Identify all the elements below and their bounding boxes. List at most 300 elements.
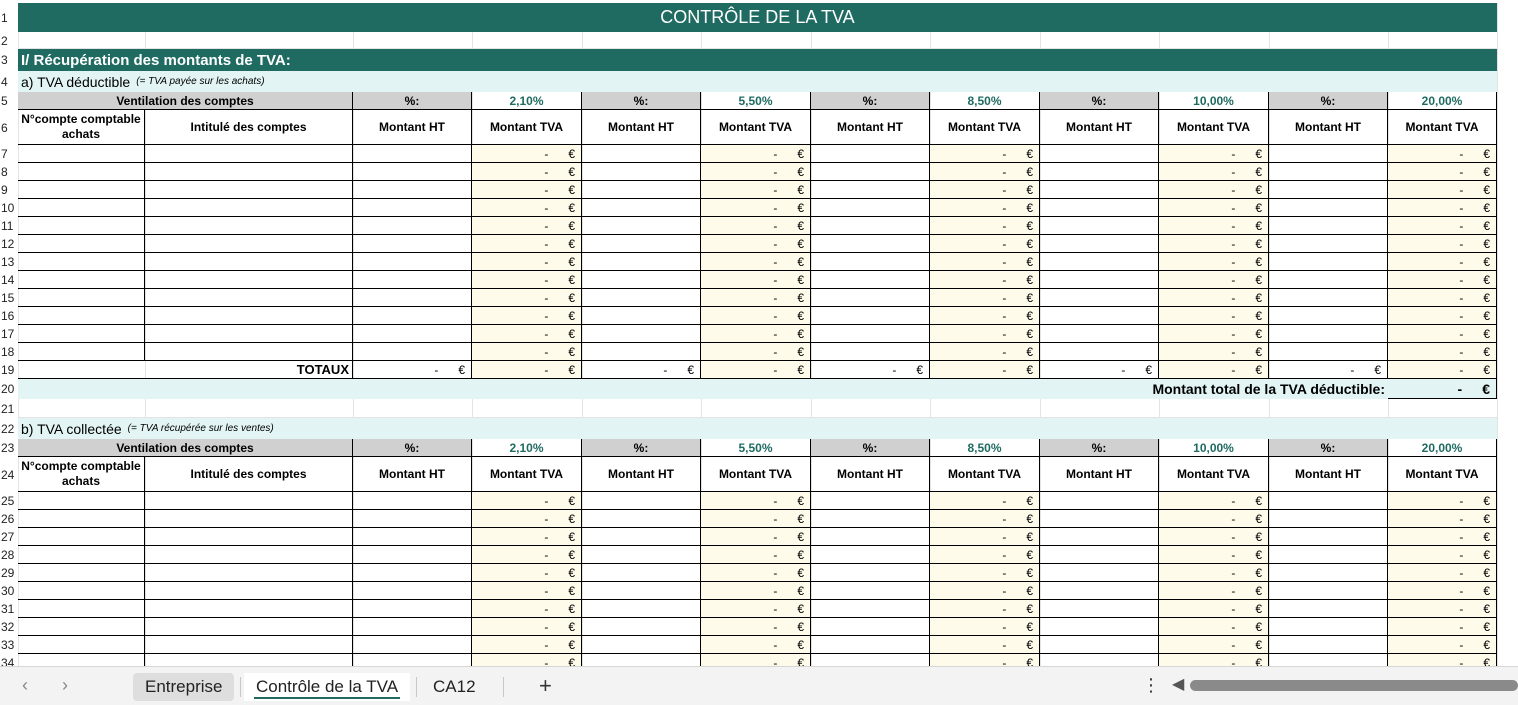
- account-title-header[interactable]: Intitulé des comptes: [145, 457, 353, 492]
- account-number-cell[interactable]: [18, 307, 145, 325]
- amount-cell[interactable]: [930, 618, 1040, 636]
- amount-ht-cell[interactable]: [1269, 636, 1388, 654]
- amount-cell[interactable]: [472, 564, 582, 582]
- row-number[interactable]: 10: [1, 201, 15, 215]
- amount-ht-cell[interactable]: [582, 618, 701, 636]
- amount-ht-header[interactable]: Montant HT: [1040, 110, 1159, 145]
- amount-tva-header[interactable]: Montant TVA: [930, 110, 1040, 145]
- amount-cell[interactable]: [701, 636, 811, 654]
- account-title-cell[interactable]: [145, 636, 353, 654]
- amount-ht-cell[interactable]: [1269, 307, 1388, 325]
- amount-cell[interactable]: [930, 564, 1040, 582]
- amount-cell[interactable]: [353, 361, 472, 379]
- rate-value[interactable]: 10,00%: [1159, 439, 1269, 457]
- amount-cell[interactable]: [701, 600, 811, 618]
- amount-tva-header[interactable]: Montant TVA: [472, 110, 582, 145]
- amount-cell[interactable]: [1159, 235, 1269, 253]
- account-title-cell[interactable]: [145, 582, 353, 600]
- account-title-cell[interactable]: [145, 343, 353, 361]
- amount-cell[interactable]: [1159, 181, 1269, 199]
- row-number[interactable]: 33: [1, 638, 15, 652]
- amount-cell[interactable]: [472, 510, 582, 528]
- rate-value[interactable]: 8,50%: [930, 439, 1040, 457]
- amount-tva-header[interactable]: Montant TVA: [930, 457, 1040, 492]
- scroll-left-icon[interactable]: ◀: [1172, 676, 1185, 693]
- amount-cell[interactable]: [701, 325, 811, 343]
- amount-cell[interactable]: [1388, 564, 1497, 582]
- amount-cell[interactable]: [930, 163, 1040, 181]
- account-title-cell[interactable]: [145, 510, 353, 528]
- amount-ht-cell[interactable]: [811, 582, 930, 600]
- amount-cell[interactable]: [1159, 199, 1269, 217]
- amount-cell[interactable]: [472, 636, 582, 654]
- amount-ht-cell[interactable]: [353, 307, 472, 325]
- amount-tva-header[interactable]: Montant TVA: [1388, 110, 1497, 145]
- amount-cell[interactable]: [472, 528, 582, 546]
- account-title-cell[interactable]: [145, 181, 353, 199]
- account-number-cell[interactable]: [18, 289, 145, 307]
- amount-cell[interactable]: [930, 654, 1040, 666]
- amount-ht-header[interactable]: Montant HT: [353, 110, 472, 145]
- amount-cell[interactable]: [472, 618, 582, 636]
- account-title-cell[interactable]: [145, 253, 353, 271]
- ventilation-header[interactable]: Ventilation des comptes: [18, 92, 353, 110]
- row-number[interactable]: 26: [1, 512, 15, 526]
- deductible-label[interactable]: [18, 71, 1497, 92]
- amount-cell[interactable]: [472, 546, 582, 564]
- amount-ht-cell[interactable]: [1040, 582, 1159, 600]
- amount-ht-cell[interactable]: [1040, 325, 1159, 343]
- amount-ht-cell[interactable]: [1269, 145, 1388, 163]
- amount-ht-cell[interactable]: [1040, 636, 1159, 654]
- amount-ht-cell[interactable]: [1040, 145, 1159, 163]
- amount-cell[interactable]: [1159, 289, 1269, 307]
- amount-cell[interactable]: [701, 199, 811, 217]
- rate-label[interactable]: %:: [1269, 92, 1388, 110]
- amount-ht-cell[interactable]: [1269, 199, 1388, 217]
- amount-cell[interactable]: [1159, 325, 1269, 343]
- amount-ht-cell[interactable]: [1040, 271, 1159, 289]
- amount-cell[interactable]: [701, 253, 811, 271]
- amount-ht-cell[interactable]: [582, 307, 701, 325]
- amount-cell[interactable]: [1159, 163, 1269, 181]
- amount-cell[interactable]: [701, 654, 811, 666]
- amount-ht-cell[interactable]: [811, 199, 930, 217]
- amount-cell[interactable]: [701, 528, 811, 546]
- amount-ht-cell[interactable]: [353, 636, 472, 654]
- account-title-cell[interactable]: [145, 618, 353, 636]
- amount-cell[interactable]: [1388, 618, 1497, 636]
- amount-ht-cell[interactable]: [811, 343, 930, 361]
- amount-cell[interactable]: [811, 361, 930, 379]
- rate-label[interactable]: %:: [811, 92, 930, 110]
- rate-label[interactable]: %:: [353, 92, 472, 110]
- amount-ht-cell[interactable]: [353, 145, 472, 163]
- amount-tva-header[interactable]: Montant TVA: [472, 457, 582, 492]
- amount-cell[interactable]: [1159, 217, 1269, 235]
- amount-cell[interactable]: [930, 600, 1040, 618]
- amount-ht-cell[interactable]: [811, 289, 930, 307]
- amount-ht-cell[interactable]: [582, 217, 701, 235]
- amount-ht-cell[interactable]: [1269, 564, 1388, 582]
- amount-cell[interactable]: [701, 163, 811, 181]
- amount-ht-cell[interactable]: [1269, 654, 1388, 666]
- amount-cell[interactable]: [701, 181, 811, 199]
- amount-cell[interactable]: [930, 343, 1040, 361]
- amount-cell[interactable]: [1388, 492, 1497, 510]
- amount-cell[interactable]: [472, 181, 582, 199]
- amount-cell[interactable]: [1388, 271, 1497, 289]
- amount-ht-cell[interactable]: [1269, 181, 1388, 199]
- amount-ht-cell[interactable]: [1269, 253, 1388, 271]
- amount-ht-cell[interactable]: [353, 600, 472, 618]
- amount-cell[interactable]: [1159, 636, 1269, 654]
- amount-ht-cell[interactable]: [582, 546, 701, 564]
- amount-cell[interactable]: [930, 325, 1040, 343]
- row-number[interactable]: 14: [1, 273, 15, 287]
- amount-ht-cell[interactable]: [811, 217, 930, 235]
- amount-cell[interactable]: [472, 492, 582, 510]
- row-number[interactable]: 22: [1, 421, 15, 436]
- rate-label[interactable]: %:: [1040, 92, 1159, 110]
- rate-value[interactable]: 5,50%: [701, 92, 811, 110]
- account-title-cell[interactable]: [145, 492, 353, 510]
- row-number[interactable]: 11: [1, 219, 14, 233]
- amount-cell[interactable]: [1159, 618, 1269, 636]
- account-number-cell[interactable]: [18, 343, 145, 361]
- amount-cell[interactable]: [930, 181, 1040, 199]
- amount-ht-cell[interactable]: [582, 636, 701, 654]
- amount-cell[interactable]: [1388, 307, 1497, 325]
- section-title[interactable]: I/ Récupération des montants de TVA:: [18, 49, 1497, 71]
- amount-cell[interactable]: [1388, 582, 1497, 600]
- deductible-total-label[interactable]: Montant total de la TVA déductible:: [18, 379, 1388, 399]
- amount-tva-header[interactable]: Montant TVA: [1159, 457, 1269, 492]
- account-title-cell[interactable]: [145, 235, 353, 253]
- amount-ht-cell[interactable]: [1040, 307, 1159, 325]
- amount-ht-cell[interactable]: [582, 271, 701, 289]
- amount-cell[interactable]: [1159, 564, 1269, 582]
- amount-cell[interactable]: [1388, 181, 1497, 199]
- row-number[interactable]: 34: [1, 656, 15, 666]
- amount-cell[interactable]: [1388, 528, 1497, 546]
- account-number-cell[interactable]: [18, 636, 145, 654]
- amount-cell[interactable]: [1388, 217, 1497, 235]
- amount-ht-cell[interactable]: [353, 582, 472, 600]
- amount-cell[interactable]: [1159, 253, 1269, 271]
- collectee-label[interactable]: [18, 418, 1497, 439]
- amount-ht-cell[interactable]: [811, 271, 930, 289]
- rate-label[interactable]: %:: [1269, 439, 1388, 457]
- amount-cell[interactable]: [472, 600, 582, 618]
- row-number[interactable]: 9: [1, 183, 8, 197]
- amount-cell[interactable]: [1388, 145, 1497, 163]
- amount-cell[interactable]: [582, 361, 701, 379]
- amount-ht-cell[interactable]: [811, 307, 930, 325]
- amount-ht-cell[interactable]: [353, 181, 472, 199]
- amount-ht-header[interactable]: Montant HT: [353, 457, 472, 492]
- amount-cell[interactable]: [1159, 600, 1269, 618]
- account-title-cell[interactable]: [145, 217, 353, 235]
- amount-ht-cell[interactable]: [582, 235, 701, 253]
- account-number-cell[interactable]: [18, 235, 145, 253]
- amount-ht-cell[interactable]: [1040, 181, 1159, 199]
- rate-value[interactable]: 20,00%: [1388, 439, 1497, 457]
- amount-cell[interactable]: [701, 492, 811, 510]
- next-sheet-icon[interactable]: ›: [62, 675, 68, 695]
- amount-cell[interactable]: [1388, 379, 1497, 399]
- amount-cell[interactable]: [1159, 271, 1269, 289]
- tab-entreprise[interactable]: [133, 673, 234, 701]
- amount-cell[interactable]: [701, 618, 811, 636]
- account-number-cell[interactable]: [18, 600, 145, 618]
- account-number-cell[interactable]: [18, 253, 145, 271]
- rate-label[interactable]: %:: [582, 92, 701, 110]
- amount-ht-cell[interactable]: [353, 325, 472, 343]
- amount-ht-header[interactable]: Montant HT: [1269, 110, 1388, 145]
- row-number[interactable]: 23: [1, 441, 15, 455]
- account-number-cell[interactable]: [18, 145, 145, 163]
- row-number[interactable]: 13: [1, 255, 15, 269]
- amount-ht-cell[interactable]: [1040, 163, 1159, 181]
- amount-ht-cell[interactable]: [582, 492, 701, 510]
- amount-ht-cell[interactable]: [1040, 289, 1159, 307]
- amount-ht-cell[interactable]: [1040, 343, 1159, 361]
- amount-cell[interactable]: [1159, 145, 1269, 163]
- account-title-cell[interactable]: [145, 654, 353, 666]
- amount-ht-header[interactable]: Montant HT: [582, 457, 701, 492]
- rate-value[interactable]: 5,50%: [701, 439, 811, 457]
- amount-ht-cell[interactable]: [1040, 235, 1159, 253]
- rate-value[interactable]: 2,10%: [472, 439, 582, 457]
- account-number-cell[interactable]: [18, 199, 145, 217]
- prev-sheet-icon[interactable]: ‹: [22, 675, 28, 695]
- account-title-cell[interactable]: [145, 564, 353, 582]
- amount-cell[interactable]: [1388, 600, 1497, 618]
- account-number-cell[interactable]: [18, 181, 145, 199]
- amount-cell[interactable]: [701, 361, 811, 379]
- amount-ht-cell[interactable]: [1040, 492, 1159, 510]
- row-number[interactable]: 25: [1, 494, 15, 508]
- amount-cell[interactable]: [1159, 582, 1269, 600]
- amount-cell[interactable]: [701, 582, 811, 600]
- row-number[interactable]: 17: [1, 327, 15, 341]
- account-title-cell[interactable]: [145, 163, 353, 181]
- amount-cell[interactable]: [930, 217, 1040, 235]
- amount-ht-cell[interactable]: [1040, 618, 1159, 636]
- row-number[interactable]: 2: [1, 33, 8, 48]
- amount-cell[interactable]: [1159, 546, 1269, 564]
- amount-cell[interactable]: [1159, 343, 1269, 361]
- amount-cell[interactable]: [701, 546, 811, 564]
- amount-ht-cell[interactable]: [582, 528, 701, 546]
- amount-ht-cell[interactable]: [811, 528, 930, 546]
- amount-ht-cell[interactable]: [1040, 253, 1159, 271]
- amount-ht-cell[interactable]: [1269, 492, 1388, 510]
- amount-ht-cell[interactable]: [353, 271, 472, 289]
- amount-ht-cell[interactable]: [1040, 217, 1159, 235]
- amount-cell[interactable]: [1388, 289, 1497, 307]
- amount-cell[interactable]: [930, 582, 1040, 600]
- amount-ht-cell[interactable]: [353, 510, 472, 528]
- amount-cell[interactable]: [1388, 361, 1497, 379]
- amount-ht-cell[interactable]: [353, 564, 472, 582]
- amount-ht-cell[interactable]: [1269, 582, 1388, 600]
- account-number-cell[interactable]: [18, 325, 145, 343]
- rate-label[interactable]: %:: [1040, 439, 1159, 457]
- amount-ht-cell[interactable]: [811, 325, 930, 343]
- account-title-cell[interactable]: [145, 546, 353, 564]
- amount-ht-cell[interactable]: [811, 618, 930, 636]
- amount-tva-header[interactable]: Montant TVA: [1159, 110, 1269, 145]
- amount-ht-cell[interactable]: [353, 492, 472, 510]
- amount-cell[interactable]: [472, 343, 582, 361]
- amount-ht-header[interactable]: Montant HT: [1269, 457, 1388, 492]
- add-sheet-button[interactable]: +: [539, 673, 552, 698]
- amount-ht-cell[interactable]: [1269, 546, 1388, 564]
- amount-ht-cell[interactable]: [1269, 618, 1388, 636]
- amount-ht-cell[interactable]: [811, 145, 930, 163]
- account-number-cell[interactable]: [18, 618, 145, 636]
- account-number-cell[interactable]: [18, 654, 145, 666]
- amount-ht-cell[interactable]: [582, 145, 701, 163]
- row-number[interactable]: 28: [1, 548, 15, 562]
- amount-cell[interactable]: [1159, 361, 1269, 379]
- account-number-cell[interactable]: [18, 217, 145, 235]
- amount-cell[interactable]: [930, 253, 1040, 271]
- amount-ht-cell[interactable]: [1269, 235, 1388, 253]
- amount-ht-cell[interactable]: [1269, 600, 1388, 618]
- amount-cell[interactable]: [472, 654, 582, 666]
- amount-ht-cell[interactable]: [1040, 654, 1159, 666]
- tab-controle-tva[interactable]: [244, 673, 410, 701]
- amount-ht-cell[interactable]: [1040, 564, 1159, 582]
- amount-cell[interactable]: [1040, 361, 1159, 379]
- amount-ht-cell[interactable]: [582, 325, 701, 343]
- amount-cell[interactable]: [472, 253, 582, 271]
- amount-cell[interactable]: [472, 582, 582, 600]
- amount-cell[interactable]: [701, 343, 811, 361]
- row-number[interactable]: 19: [1, 363, 15, 377]
- amount-ht-cell[interactable]: [1269, 217, 1388, 235]
- row-number[interactable]: 12: [1, 237, 15, 251]
- row-number[interactable]: 4: [1, 74, 8, 89]
- amount-cell[interactable]: [472, 235, 582, 253]
- amount-ht-cell[interactable]: [1269, 271, 1388, 289]
- amount-ht-cell[interactable]: [1269, 510, 1388, 528]
- amount-cell[interactable]: [472, 361, 582, 379]
- account-number-cell[interactable]: [18, 163, 145, 181]
- amount-ht-cell[interactable]: [811, 163, 930, 181]
- amount-ht-cell[interactable]: [353, 235, 472, 253]
- rate-value[interactable]: 8,50%: [930, 92, 1040, 110]
- amount-ht-header[interactable]: Montant HT: [811, 110, 930, 145]
- amount-cell[interactable]: [701, 235, 811, 253]
- amount-ht-cell[interactable]: [1040, 510, 1159, 528]
- amount-ht-header[interactable]: Montant HT: [582, 110, 701, 145]
- amount-cell[interactable]: [701, 307, 811, 325]
- account-number-cell[interactable]: [18, 582, 145, 600]
- amount-ht-cell[interactable]: [582, 289, 701, 307]
- amount-ht-cell[interactable]: [811, 654, 930, 666]
- amount-cell[interactable]: [930, 361, 1040, 379]
- totals-label[interactable]: TOTAUX: [18, 361, 353, 379]
- amount-ht-cell[interactable]: [582, 564, 701, 582]
- amount-ht-cell[interactable]: [1269, 528, 1388, 546]
- row-number[interactable]: 8: [1, 165, 8, 179]
- amount-ht-cell[interactable]: [353, 546, 472, 564]
- account-number-cell[interactable]: [18, 528, 145, 546]
- amount-ht-cell[interactable]: [811, 235, 930, 253]
- rate-value[interactable]: 10,00%: [1159, 92, 1269, 110]
- amount-cell[interactable]: [472, 145, 582, 163]
- row-number[interactable]: 21: [1, 401, 15, 416]
- amount-ht-cell[interactable]: [1040, 199, 1159, 217]
- account-title-cell[interactable]: [145, 271, 353, 289]
- account-title-cell[interactable]: [145, 289, 353, 307]
- amount-cell[interactable]: [930, 145, 1040, 163]
- amount-cell[interactable]: [1388, 253, 1497, 271]
- amount-ht-cell[interactable]: [811, 600, 930, 618]
- account-number-cell[interactable]: [18, 492, 145, 510]
- amount-ht-cell[interactable]: [353, 618, 472, 636]
- ventilation-header[interactable]: Ventilation des comptes: [18, 439, 353, 457]
- amount-cell[interactable]: [701, 289, 811, 307]
- row-number[interactable]: 20: [1, 382, 15, 396]
- tab-ca12[interactable]: [421, 673, 488, 701]
- amount-cell[interactable]: [930, 271, 1040, 289]
- amount-ht-cell[interactable]: [582, 600, 701, 618]
- row-number[interactable]: 31: [1, 602, 15, 616]
- amount-cell[interactable]: [701, 145, 811, 163]
- amount-cell[interactable]: [1388, 235, 1497, 253]
- rate-label[interactable]: %:: [582, 439, 701, 457]
- row-number[interactable]: 32: [1, 620, 15, 634]
- account-title-cell[interactable]: [145, 199, 353, 217]
- amount-cell[interactable]: [1388, 325, 1497, 343]
- account-title-cell[interactable]: [145, 600, 353, 618]
- account-number-header[interactable]: N°compte comptable achats: [18, 110, 145, 145]
- amount-cell[interactable]: [930, 235, 1040, 253]
- amount-ht-cell[interactable]: [353, 528, 472, 546]
- amount-ht-cell[interactable]: [811, 492, 930, 510]
- row-number[interactable]: 29: [1, 566, 15, 580]
- amount-cell[interactable]: [701, 510, 811, 528]
- account-number-cell[interactable]: [18, 564, 145, 582]
- amount-ht-cell[interactable]: [582, 163, 701, 181]
- account-number-cell[interactable]: [18, 546, 145, 564]
- amount-cell[interactable]: [1388, 636, 1497, 654]
- amount-ht-cell[interactable]: [811, 181, 930, 199]
- amount-ht-cell[interactable]: [353, 654, 472, 666]
- amount-cell[interactable]: [930, 492, 1040, 510]
- row-number[interactable]: 7: [1, 147, 8, 161]
- row-number[interactable]: 30: [1, 584, 15, 598]
- amount-cell[interactable]: [930, 289, 1040, 307]
- amount-cell[interactable]: [930, 199, 1040, 217]
- account-number-header[interactable]: N°compte comptable achats: [18, 457, 145, 492]
- amount-ht-cell[interactable]: [582, 654, 701, 666]
- account-title-cell[interactable]: [145, 325, 353, 343]
- amount-cell[interactable]: [930, 636, 1040, 654]
- amount-cell[interactable]: [472, 199, 582, 217]
- account-title-cell[interactable]: [145, 528, 353, 546]
- amount-cell[interactable]: [1269, 361, 1388, 379]
- amount-cell[interactable]: [930, 546, 1040, 564]
- amount-cell[interactable]: [472, 271, 582, 289]
- amount-cell[interactable]: [472, 307, 582, 325]
- amount-ht-cell[interactable]: [1269, 163, 1388, 181]
